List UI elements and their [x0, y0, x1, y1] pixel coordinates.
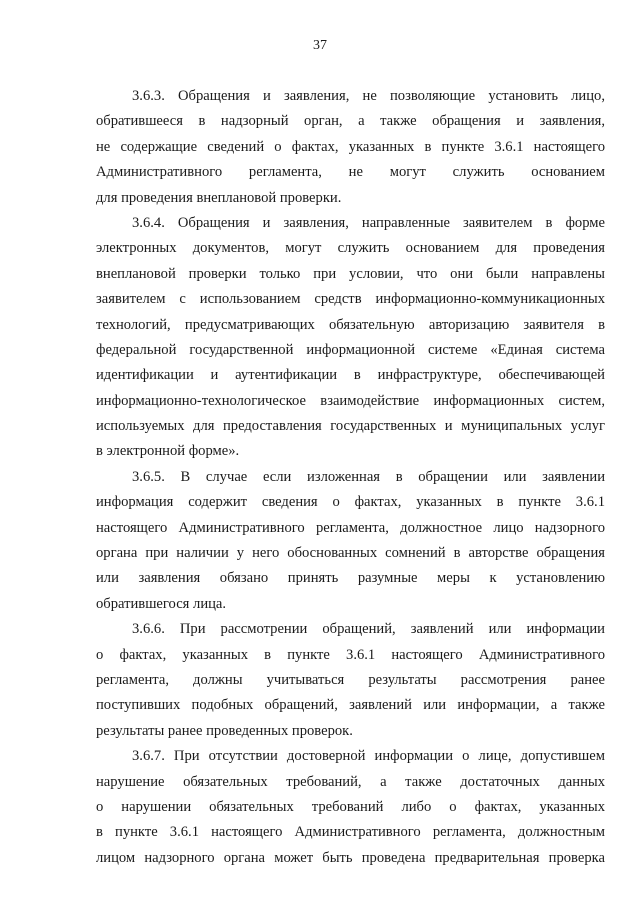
text-line: обратившегося лица. [96, 595, 227, 612]
paragraph-3-6-6 [96, 617, 605, 744]
document-body [96, 84, 605, 871]
text-line: идентификации и аутентификации в инфраструктуре, обеспечивающей [96, 367, 605, 384]
text-line: органа при наличии у него обоснованных сомнений в авторстве обращения [96, 545, 605, 562]
text-line: о нарушении обязательных требований либо о фактах, указанных [96, 798, 605, 815]
text-line: Административного регламента, не могут служить основанием [96, 164, 605, 181]
text-line: для проведения внеплановой проверки. [96, 189, 342, 206]
text-line: лицом надзорного органа может быть проведена предварительная проверка [96, 849, 605, 866]
paragraph-3-6-5 [96, 465, 605, 617]
text-line: не содержащие сведений о фактах, указанных в пункте 3.6.1 настоящего [96, 138, 605, 155]
text-line: внеплановой проверки только при условии, что они были направлены [96, 265, 605, 282]
text-line: используемых для предоставления государственных и муниципальных услуг [96, 418, 605, 435]
paragraph-3-6-7 [96, 744, 605, 871]
text-line: 3.6.7. При отсутствии достоверной информации о лице, допустившем [132, 748, 605, 765]
text-line: обратившееся в надзорный орган, а также обращения и заявления, [96, 113, 605, 130]
text-line: заявителем с использованием средств информационно-коммуникационных [96, 291, 605, 308]
text-line: в электронной форме». [96, 443, 240, 460]
text-line: информационно-технологическое взаимодействие информационных систем, [96, 392, 605, 409]
text-line: о фактах, указанных в пункте 3.6.1 настоящего Административного [96, 646, 605, 663]
text-line: настоящего Административного регламента, должностное лицо надзорного [96, 519, 605, 536]
paragraph-3-6-3 [96, 84, 605, 211]
text-line: электронных документов, могут служить основанием для проведения [96, 240, 605, 257]
text-line: 3.6.5. В случае если изложенная в обращении или заявлении [132, 468, 605, 485]
text-line: информация содержит сведения о фактах, указанных в пункте 3.6.1 [96, 494, 605, 511]
text-line: или заявления обязано принять разумные меры к установлению [96, 570, 605, 587]
text-line: 3.6.3. Обращения и заявления, не позволяющие установить лицо, [132, 88, 605, 104]
text-line: результаты ранее проведенных проверок. [96, 722, 353, 739]
paragraph-3-6-4 [96, 211, 605, 465]
text-line: технологий, предусматривающих обязательную авторизацию заявителя в [96, 316, 605, 333]
text-line: в пункте 3.6.1 настоящего Административного регламента, должностным [96, 824, 605, 841]
text-line: 3.6.6. При рассмотрении обращений, заявлений или информации [132, 621, 605, 638]
text-line: регламента, должны учитываться результаты рассмотрения ранее [96, 671, 605, 688]
text-line: нарушение обязательных требований, а также достаточных данных [96, 773, 605, 790]
text-line: поступивших подобных обращений, заявлений или информации, а также [96, 697, 605, 714]
text-line: 3.6.4. Обращения и заявления, направленные заявителем в форме [132, 214, 605, 231]
page-number: 37 [313, 38, 327, 53]
text-line: федеральной государственной информационной системе «Единая система [96, 341, 605, 358]
